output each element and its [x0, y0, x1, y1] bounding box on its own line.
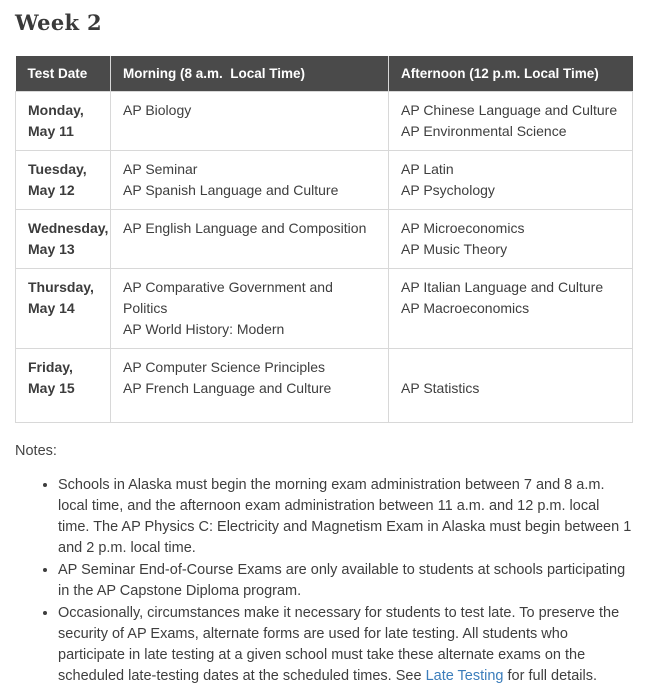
- note-item-alaska: • Schools in Alaska must begin the morning exam administration between 7 and 8 a.m. local time, and the afternoon exam administration between 11 a.m. and 12 p.m. local time. The AP Physics C: Electricity and Magnetism Exam in Alaska must begin between 1 and 2 p.m. local time.: [58, 475, 632, 559]
- cell-line: AP French Language and Culture: [123, 380, 332, 396]
- cell-line: May 11: [28, 123, 74, 139]
- cell-line: May 15: [28, 380, 75, 396]
- cell-line: AP Italian Language and Culture: [401, 279, 604, 295]
- cell-line: Thursday,: [28, 279, 94, 295]
- cell-line: AP Music Theory: [401, 241, 508, 257]
- cell-line: AP Environmental Science: [401, 123, 567, 139]
- exam-schedule-table: [15, 56, 633, 423]
- note-text-after-link: for full details.: [503, 668, 597, 684]
- table-row: [16, 92, 633, 151]
- test-date-cell: [16, 151, 111, 210]
- cell-line: AP Biology: [123, 102, 192, 118]
- cell-line: May 12: [28, 182, 75, 198]
- column-header-morning: Morning (8 a.m. Local Time): [111, 56, 389, 92]
- table-row: [16, 210, 633, 269]
- table-row: [16, 151, 633, 210]
- test-date-cell: [16, 269, 111, 349]
- cell-line: AP Macroeconomics: [401, 300, 530, 316]
- cell-line: AP Statistics: [401, 380, 480, 396]
- morning-exams-cell: [111, 151, 389, 210]
- cell-line: Friday,: [28, 359, 73, 375]
- cell-line: AP Computer Science Principles: [123, 359, 326, 375]
- table-row: [16, 349, 633, 423]
- test-date-cell: [16, 349, 111, 423]
- table-row: [16, 269, 633, 349]
- morning-exams-cell: [111, 92, 389, 151]
- cell-line: AP Latin: [401, 161, 454, 177]
- afternoon-exams-cell: [389, 210, 633, 269]
- cell-line: Tuesday,: [28, 161, 87, 177]
- cell-line: AP English Language and Composition: [123, 220, 367, 236]
- cell-line: Wednesday,: [28, 220, 109, 236]
- notes-label: Notes:: [15, 443, 57, 459]
- test-date-cell: [16, 210, 111, 269]
- schedule-table-header: [16, 56, 633, 92]
- cell-line: May 13: [28, 241, 75, 257]
- cell-line: Monday,: [28, 102, 84, 118]
- note-item-ap-seminar: • AP Seminar End-of-Course Exams are only available to students at schools participating in the AP Capstone Diploma program.: [58, 560, 632, 602]
- test-date-cell: [16, 92, 111, 151]
- note-item-late-testing: [58, 603, 632, 687]
- morning-exams-cell: [111, 349, 389, 423]
- schedule-table-body: [16, 92, 633, 423]
- cell-line: AP World History: Modern: [123, 321, 285, 337]
- cell-line: AP Comparative Government and Politics: [123, 279, 333, 316]
- cell-line: AP Psychology: [401, 182, 495, 198]
- afternoon-exams-cell: [389, 92, 633, 151]
- morning-exams-cell: [111, 269, 389, 349]
- afternoon-exams-cell: [389, 151, 633, 210]
- cell-line: AP Seminar: [123, 161, 198, 177]
- cell-line: AP Microeconomics: [401, 220, 525, 236]
- afternoon-exams-cell: [389, 349, 633, 423]
- late-testing-link[interactable]: Late Testing: [425, 668, 504, 684]
- cell-line: May 14: [28, 300, 75, 316]
- column-header-afternoon: Afternoon (12 p.m. Local Time): [389, 56, 633, 92]
- page-title: Week 2: [15, 10, 102, 35]
- cell-line: AP Spanish Language and Culture: [123, 182, 339, 198]
- notes-list: [15, 475, 632, 687]
- note-text-before-link: Occasionally, circumstances make it necessary for students to test late. To preserve the security of AP Exams, alternate forms are used for late testing. All students who participate in late testing at a given school must take these alternate exams on the scheduled late-testing dates at the scheduled times. See: [58, 605, 620, 684]
- afternoon-exams-cell: [389, 269, 633, 349]
- morning-exams-cell: [111, 210, 389, 269]
- column-header-test-date: Test Date: [16, 56, 111, 92]
- cell-line: AP Chinese Language and Culture: [401, 102, 618, 118]
